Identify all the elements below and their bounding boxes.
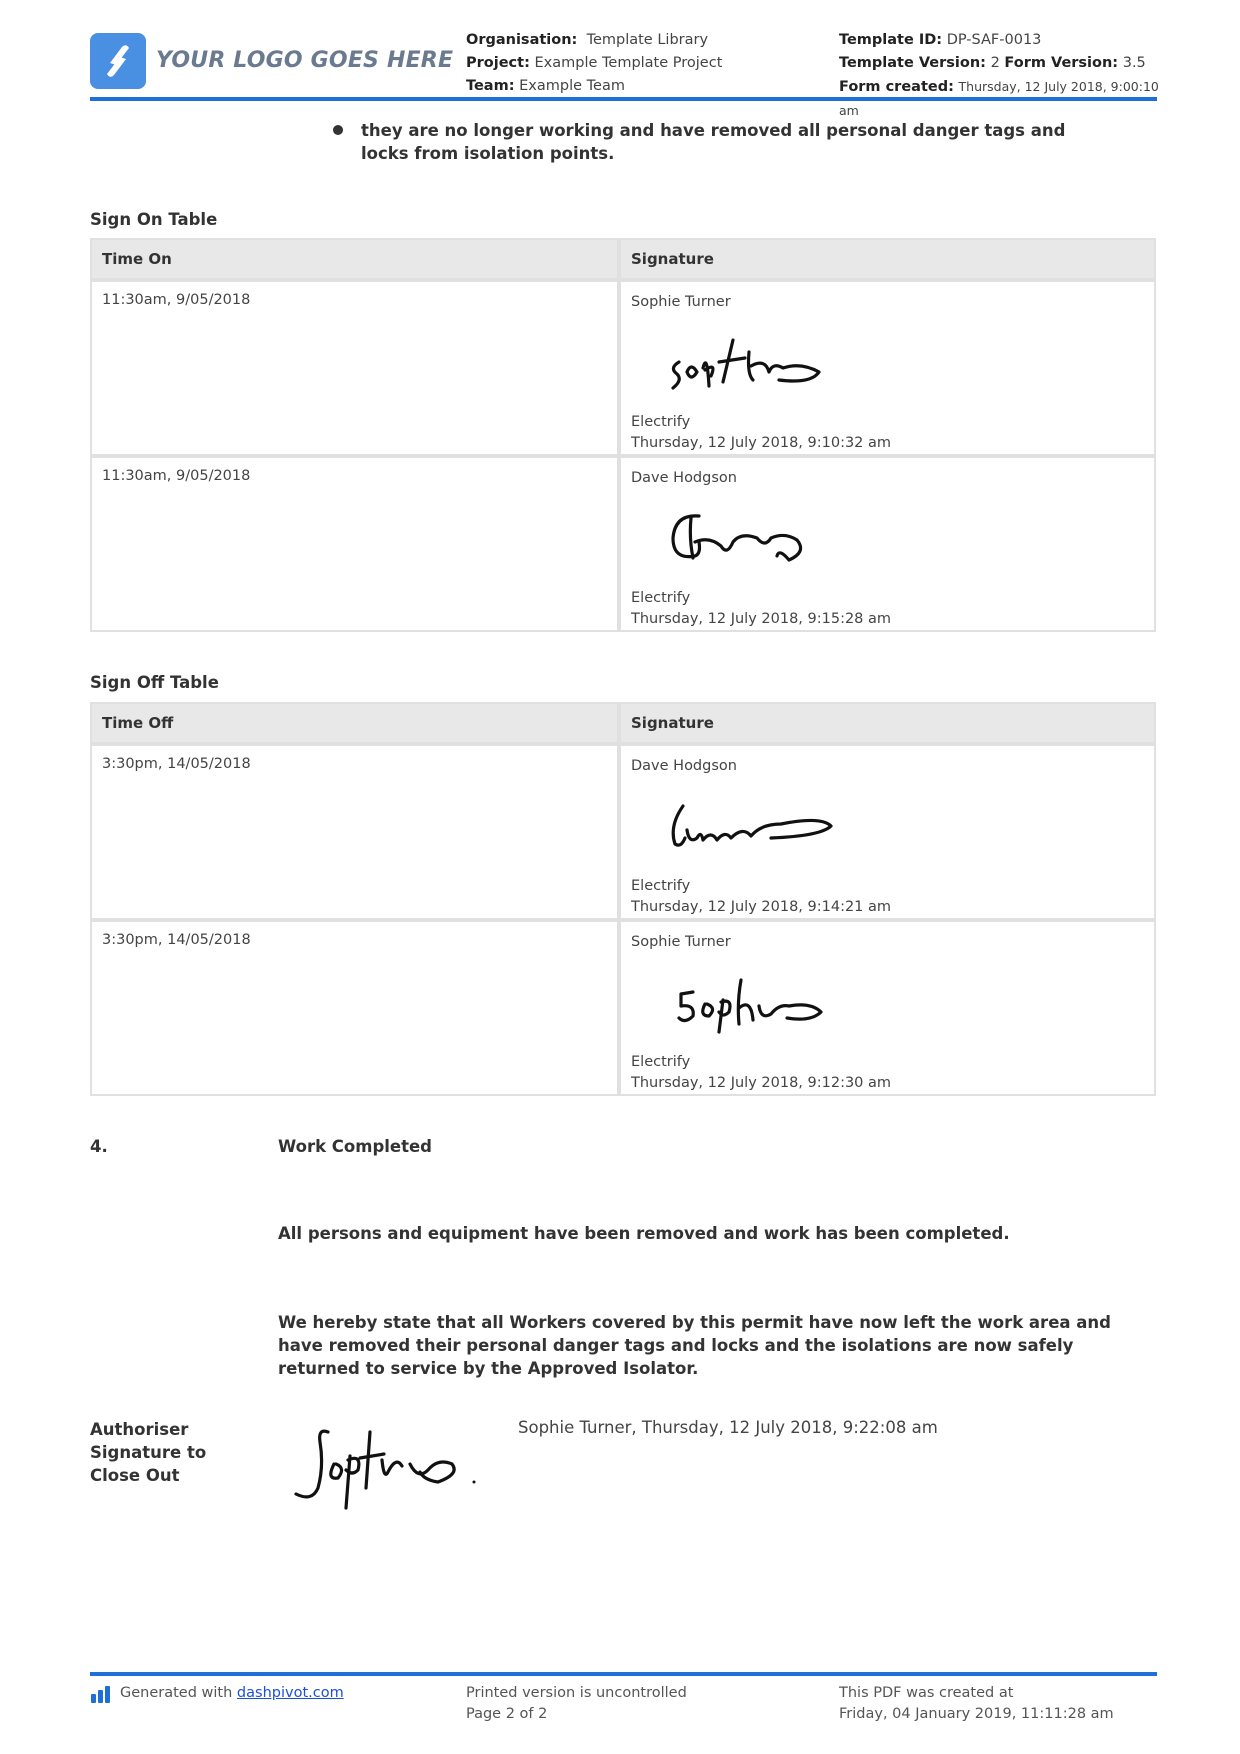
pdf-created-value: Friday, 04 January 2019, 11:11:28 am: [839, 1706, 1114, 1722]
signature-cell: [619, 744, 1156, 920]
template-version-label: Template Version:: [839, 55, 986, 71]
sign-off-table: [90, 702, 1156, 1096]
organisation-value: Template Library: [586, 32, 709, 48]
form-created-value: Thursday, 12 July 2018, 9:00:10 am: [839, 79, 1159, 118]
logo-icon: [90, 33, 146, 89]
workers-statement: We hereby state that all Workers covered by this permit have now left the work area and have removed their personal danger tags and locks and the isolations are now safely returned to service by the Approved Isolator.: [278, 1313, 1111, 1378]
sign-off-title: Sign Off Table: [90, 673, 219, 692]
signer-name: Sophie Turner: [631, 934, 731, 950]
signer-name: Sophie Turner: [631, 294, 731, 310]
authoriser-signature-image: [288, 1418, 488, 1518]
form-created-label: Form created:: [839, 79, 954, 95]
time-cell: 11:30am, 9/05/2018: [90, 280, 619, 456]
signature-cell: [619, 280, 1156, 456]
signature-cell: [619, 920, 1156, 1096]
organisation-label: Organisation:: [466, 32, 578, 48]
header-project-info: [466, 29, 806, 98]
time-cell: 3:30pm, 14/05/2018: [90, 920, 619, 1096]
generated-prefix: Generated with: [120, 1685, 233, 1701]
authoriser-label: [90, 1418, 240, 1487]
col-time-off: Time Off: [90, 702, 619, 744]
table-row: [90, 920, 1156, 1096]
sign-on-table: [90, 238, 1156, 632]
authoriser-label-line: Signature to: [90, 1443, 207, 1462]
authoriser-label-line: Close Out: [90, 1466, 180, 1485]
logo-text: YOUR LOGO GOES HERE: [156, 48, 454, 73]
team-value: Example Team: [519, 78, 625, 94]
col-signature: Signature: [619, 702, 1156, 744]
form-version-label: Form Version:: [1004, 55, 1119, 71]
authoriser-signed-by: Sophie Turner, Thursday, 12 July 2018, 9:22:08 am: [518, 1418, 938, 1437]
col-time-on: Time On: [90, 238, 619, 280]
section-number: 4.: [90, 1137, 108, 1156]
dashpivot-icon: [91, 1685, 113, 1703]
table-row: [90, 456, 1156, 632]
template-version-value: 2: [990, 55, 1000, 71]
table-row: [90, 280, 1156, 456]
table-row: [90, 744, 1156, 920]
project-label: Project:: [466, 55, 530, 71]
project-value: Example Template Project: [534, 55, 723, 71]
signature-timestamp: Thursday, 12 July 2018, 9:10:32 am: [631, 435, 892, 451]
uncontrolled-notice: Printed version is uncontrolled: [466, 1685, 687, 1701]
bullet-text: they are no longer working and have removed all personal danger tags and locks from isolation points.: [361, 121, 1066, 163]
signature-timestamp: Thursday, 12 July 2018, 9:14:21 am: [631, 899, 892, 915]
template-id-value: DP-SAF-0013: [946, 32, 1042, 48]
signature-cell: [619, 456, 1156, 632]
team-label: Team:: [466, 78, 515, 94]
form-version-value: 3.5: [1122, 55, 1146, 71]
table-header-row: [90, 238, 1156, 280]
signature-image: [661, 962, 851, 1042]
signature-timestamp: Thursday, 12 July 2018, 9:12:30 am: [631, 1075, 892, 1091]
time-cell: 3:30pm, 14/05/2018: [90, 744, 619, 920]
signature-image: [661, 322, 851, 402]
sign-on-title: Sign On Table: [90, 210, 218, 229]
header-template-info: [839, 29, 1159, 123]
time-cell: 11:30am, 9/05/2018: [90, 456, 619, 632]
signer-name: Dave Hodgson: [631, 470, 737, 486]
signature-timestamp: Thursday, 12 July 2018, 9:15:28 am: [631, 611, 892, 627]
col-signature: Signature: [619, 238, 1156, 280]
generated-with: [120, 1683, 344, 1704]
bullet-icon: [333, 125, 343, 135]
signer-company: Electrify: [631, 1054, 691, 1070]
header-rule: [90, 97, 1157, 101]
pdf-created-label: This PDF was created at: [839, 1685, 1014, 1701]
signer-name: Dave Hodgson: [631, 758, 737, 774]
completion-statement: All persons and equipment have been removed and work has been completed.: [278, 1224, 1010, 1243]
page-number: Page 2 of 2: [466, 1706, 548, 1722]
footer-pdf-info: [839, 1683, 1114, 1725]
signer-company: Electrify: [631, 878, 691, 894]
signature-image: [661, 786, 851, 866]
dashpivot-link[interactable]: dashpivot.com: [236, 1685, 344, 1701]
authoriser-label-line: Authoriser: [90, 1420, 189, 1439]
footer-print-info: [466, 1683, 687, 1725]
footer-rule: [90, 1672, 1157, 1676]
signer-company: Electrify: [631, 414, 691, 430]
section-title: Work Completed: [278, 1137, 432, 1156]
signer-company: Electrify: [631, 590, 691, 606]
signature-image: [661, 498, 851, 578]
template-id-label: Template ID:: [839, 32, 943, 48]
table-header-row: [90, 702, 1156, 744]
